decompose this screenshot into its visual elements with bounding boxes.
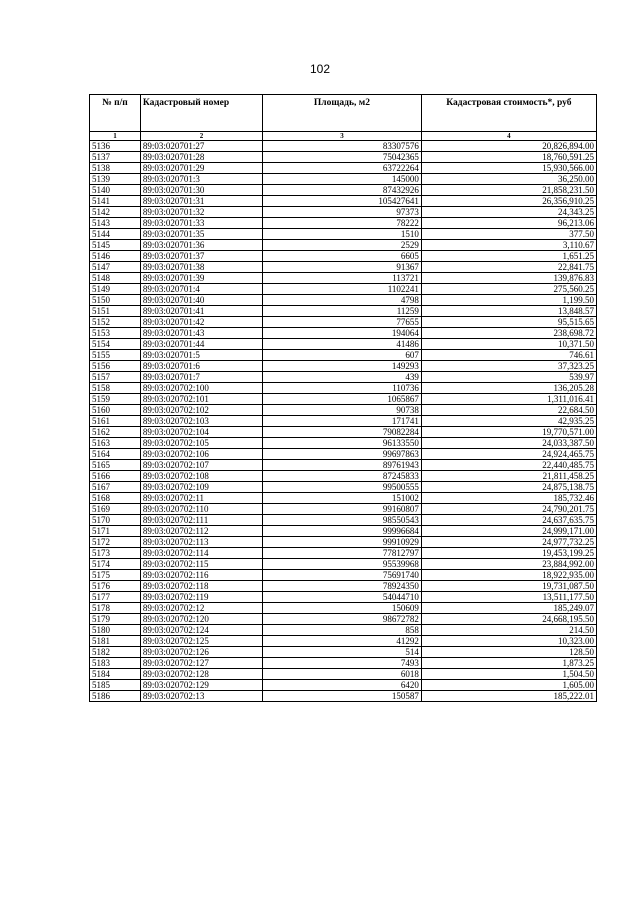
area-value: 439: [263, 372, 422, 383]
cadastral-value: 13,511,177.50: [421, 592, 596, 603]
header-area: Площадь, м2: [263, 95, 422, 132]
table-row: [90, 372, 597, 383]
area-value: 89761943: [263, 460, 422, 471]
column-number: 3: [263, 132, 422, 141]
table-row: [90, 229, 597, 240]
area-value: 4798: [263, 295, 422, 306]
row-number: 5181: [90, 636, 141, 647]
area-value: 1065867: [263, 394, 422, 405]
row-number: 5137: [90, 152, 141, 163]
area-value: 99500555: [263, 482, 422, 493]
cadastral-number: 89:03:020701:27: [140, 141, 262, 152]
table-header-row: [90, 95, 597, 132]
row-number: 5155: [90, 350, 141, 361]
cadastral-number: 89:03:020702:108: [140, 471, 262, 482]
cadastral-number: 89:03:020701:35: [140, 229, 262, 240]
cadastral-value: 24,668,195.50: [421, 614, 596, 625]
table-row: [90, 262, 597, 273]
cadastral-number: 89:03:020702:110: [140, 504, 262, 515]
area-value: 96133550: [263, 438, 422, 449]
column-number: 4: [421, 132, 596, 141]
table-row: [90, 328, 597, 339]
row-number: 5158: [90, 383, 141, 394]
cadastral-value: 23,884,992.00: [421, 559, 596, 570]
cadastral-number: 89:03:020702:129: [140, 680, 262, 691]
row-number: 5180: [90, 625, 141, 636]
row-number: 5167: [90, 482, 141, 493]
cadastral-value: 1,605.00: [421, 680, 596, 691]
table-row: [90, 317, 597, 328]
cadastral-value: 1,504.50: [421, 669, 596, 680]
cadastral-number: 89:03:020701:33: [140, 218, 262, 229]
row-number: 5138: [90, 163, 141, 174]
column-number: 1: [90, 132, 141, 141]
cadastral-number: 89:03:020702:104: [140, 427, 262, 438]
cadastral-number: 89:03:020701:7: [140, 372, 262, 383]
cadastral-value: 22,841.75: [421, 262, 596, 273]
table-row: [90, 438, 597, 449]
table-row: [90, 482, 597, 493]
row-number: 5157: [90, 372, 141, 383]
cadastral-number: 89:03:020701:6: [140, 361, 262, 372]
cadastral-value: 24,343.25: [421, 207, 596, 218]
area-value: 78924350: [263, 581, 422, 592]
area-value: 6605: [263, 251, 422, 262]
row-number: 5143: [90, 218, 141, 229]
cadastral-value: 21,858,231.50: [421, 185, 596, 196]
table-row: [90, 449, 597, 460]
row-number: 5144: [90, 229, 141, 240]
cadastral-number: 89:03:020702:119: [140, 592, 262, 603]
cadastral-number: 89:03:020701:30: [140, 185, 262, 196]
row-number: 5142: [90, 207, 141, 218]
row-number: 5166: [90, 471, 141, 482]
row-number: 5141: [90, 196, 141, 207]
cadastral-value: 377.50: [421, 229, 596, 240]
area-value: 858: [263, 625, 422, 636]
cadastral-value: 22,440,485.75: [421, 460, 596, 471]
cadastral-number: 89:03:020701:39: [140, 273, 262, 284]
cadastral-number: 89:03:020702:102: [140, 405, 262, 416]
row-number: 5170: [90, 515, 141, 526]
cadastral-number: 89:03:020701:36: [140, 240, 262, 251]
row-number: 5185: [90, 680, 141, 691]
table-row: [90, 152, 597, 163]
column-number-row: [90, 132, 597, 141]
cadastral-table: [89, 94, 597, 702]
cadastral-number: 89:03:020702:113: [140, 537, 262, 548]
area-value: 77812797: [263, 548, 422, 559]
cadastral-number: 89:03:020702:115: [140, 559, 262, 570]
area-value: 150587: [263, 691, 422, 702]
table-row: [90, 218, 597, 229]
table-row: [90, 339, 597, 350]
table-row: [90, 548, 597, 559]
cadastral-number: 89:03:020702:101: [140, 394, 262, 405]
row-number: 5149: [90, 284, 141, 295]
table-row: [90, 526, 597, 537]
cadastral-number: 89:03:020702:12: [140, 603, 262, 614]
table-row: [90, 691, 597, 702]
cadastral-value: 3,110.67: [421, 240, 596, 251]
area-value: 99996684: [263, 526, 422, 537]
table-row: [90, 196, 597, 207]
cadastral-number: 89:03:020701:28: [140, 152, 262, 163]
row-number: 5150: [90, 295, 141, 306]
table-row: [90, 592, 597, 603]
area-value: 2529: [263, 240, 422, 251]
cadastral-number: 89:03:020702:114: [140, 548, 262, 559]
table-row: [90, 515, 597, 526]
area-value: 75691740: [263, 570, 422, 581]
cadastral-number: 89:03:020702:11: [140, 493, 262, 504]
cadastral-value: 24,924,465.75: [421, 449, 596, 460]
cadastral-number: 89:03:020701:38: [140, 262, 262, 273]
cadastral-number: 89:03:020701:4: [140, 284, 262, 295]
row-number: 5146: [90, 251, 141, 262]
table-row: [90, 383, 597, 394]
table-row: [90, 427, 597, 438]
area-value: 87432926: [263, 185, 422, 196]
cadastral-value: 185,249.07: [421, 603, 596, 614]
cadastral-number: 89:03:020702:125: [140, 636, 262, 647]
header-cadastral-number: Кадастровый номер: [140, 95, 262, 132]
row-number: 5178: [90, 603, 141, 614]
cadastral-value: 539.97: [421, 372, 596, 383]
area-value: 87245833: [263, 471, 422, 482]
column-number: 2: [140, 132, 262, 141]
table-row: [90, 460, 597, 471]
table-row: [90, 559, 597, 570]
table-row: [90, 581, 597, 592]
header-cadastral-value: Кадастровая стоимость*, руб: [421, 95, 596, 132]
cadastral-value: 24,875,138.75: [421, 482, 596, 493]
row-number: 5165: [90, 460, 141, 471]
header-num: № п/п: [90, 95, 141, 132]
cadastral-value: 214.50: [421, 625, 596, 636]
row-number: 5152: [90, 317, 141, 328]
cadastral-number: 89:03:020701:37: [140, 251, 262, 262]
cadastral-number: 89:03:020702:120: [140, 614, 262, 625]
cadastral-number: 89:03:020701:43: [140, 328, 262, 339]
cadastral-value: 20,826,894.00: [421, 141, 596, 152]
page-number: 102: [309, 62, 331, 76]
area-value: 145000: [263, 174, 422, 185]
table-row: [90, 537, 597, 548]
table-row: [90, 240, 597, 251]
cadastral-value: 36,250.00: [421, 174, 596, 185]
area-value: 113721: [263, 273, 422, 284]
table-row: [90, 207, 597, 218]
cadastral-number: 89:03:020701:32: [140, 207, 262, 218]
cadastral-value: 42,935.25: [421, 416, 596, 427]
area-value: 41486: [263, 339, 422, 350]
table-row: [90, 493, 597, 504]
row-number: 5176: [90, 581, 141, 592]
area-value: 83307576: [263, 141, 422, 152]
area-value: 1102241: [263, 284, 422, 295]
row-number: 5171: [90, 526, 141, 537]
cadastral-number: 89:03:020702:103: [140, 416, 262, 427]
table-row: [90, 647, 597, 658]
area-value: 95539968: [263, 559, 422, 570]
area-value: 194064: [263, 328, 422, 339]
cadastral-number: 89:03:020702:107: [140, 460, 262, 471]
area-value: 75042365: [263, 152, 422, 163]
cadastral-number: 89:03:020702:116: [140, 570, 262, 581]
row-number: 5136: [90, 141, 141, 152]
area-value: 151002: [263, 493, 422, 504]
row-number: 5175: [90, 570, 141, 581]
table-row: [90, 185, 597, 196]
cadastral-number: 89:03:020702:105: [140, 438, 262, 449]
row-number: 5161: [90, 416, 141, 427]
cadastral-value: 24,977,732.25: [421, 537, 596, 548]
cadastral-value: 24,637,635.75: [421, 515, 596, 526]
cadastral-value: 13,848.57: [421, 306, 596, 317]
area-value: 149293: [263, 361, 422, 372]
row-number: 5183: [90, 658, 141, 669]
row-number: 5164: [90, 449, 141, 460]
row-number: 5179: [90, 614, 141, 625]
cadastral-value: 1,199.50: [421, 295, 596, 306]
row-number: 5151: [90, 306, 141, 317]
row-number: 5186: [90, 691, 141, 702]
table-row: [90, 350, 597, 361]
cadastral-value: 139,876.83: [421, 273, 596, 284]
cadastral-value: 24,033,387.50: [421, 438, 596, 449]
table-row: [90, 174, 597, 185]
row-number: 5139: [90, 174, 141, 185]
table-row: [90, 163, 597, 174]
cadastral-value: 37,323.25: [421, 361, 596, 372]
cadastral-number: 89:03:020701:44: [140, 339, 262, 350]
row-number: 5168: [90, 493, 141, 504]
cadastral-number: 89:03:020702:100: [140, 383, 262, 394]
table-row: [90, 471, 597, 482]
table-row: [90, 405, 597, 416]
cadastral-value: 18,922,935.00: [421, 570, 596, 581]
area-value: 63722264: [263, 163, 422, 174]
area-value: 171741: [263, 416, 422, 427]
cadastral-value: 26,356,910.25: [421, 196, 596, 207]
cadastral-value: 18,760,591.25: [421, 152, 596, 163]
cadastral-number: 89:03:020702:112: [140, 526, 262, 537]
row-number: 5162: [90, 427, 141, 438]
row-number: 5154: [90, 339, 141, 350]
row-number: 5140: [90, 185, 141, 196]
table-row: [90, 284, 597, 295]
area-value: 99697863: [263, 449, 422, 460]
table-row: [90, 141, 597, 152]
cadastral-value: 21,811,458.25: [421, 471, 596, 482]
cadastral-value: 185,222.01: [421, 691, 596, 702]
cadastral-value: 24,790,201.75: [421, 504, 596, 515]
cadastral-value: 746.61: [421, 350, 596, 361]
area-value: 99910929: [263, 537, 422, 548]
cadastral-number: 89:03:020701:3: [140, 174, 262, 185]
cadastral-value: 1,311,016.41: [421, 394, 596, 405]
cadastral-value: 95,515.65: [421, 317, 596, 328]
cadastral-value: 15,930,566.00: [421, 163, 596, 174]
cadastral-value: 24,999,171.00: [421, 526, 596, 537]
cadastral-number: 89:03:020702:118: [140, 581, 262, 592]
area-value: 514: [263, 647, 422, 658]
table-row: [90, 251, 597, 262]
cadastral-value: 19,453,199.25: [421, 548, 596, 559]
area-value: 99160807: [263, 504, 422, 515]
row-number: 5156: [90, 361, 141, 372]
table-row: [90, 669, 597, 680]
table-row: [90, 273, 597, 284]
area-value: 150609: [263, 603, 422, 614]
row-number: 5163: [90, 438, 141, 449]
row-number: 5169: [90, 504, 141, 515]
row-number: 5174: [90, 559, 141, 570]
table-row: [90, 394, 597, 405]
area-value: 77655: [263, 317, 422, 328]
cadastral-number: 89:03:020702:127: [140, 658, 262, 669]
area-value: 105427641: [263, 196, 422, 207]
row-number: 5147: [90, 262, 141, 273]
table-row: [90, 636, 597, 647]
table-row: [90, 295, 597, 306]
cadastral-value: 10,323.00: [421, 636, 596, 647]
area-value: 7493: [263, 658, 422, 669]
cadastral-value: 128.50: [421, 647, 596, 658]
row-number: 5160: [90, 405, 141, 416]
cadastral-value: 1,873.25: [421, 658, 596, 669]
cadastral-value: 275,560.25: [421, 284, 596, 295]
cadastral-value: 136,205.28: [421, 383, 596, 394]
table-row: [90, 614, 597, 625]
table-row: [90, 306, 597, 317]
cadastral-value: 10,371.50: [421, 339, 596, 350]
area-value: 98672782: [263, 614, 422, 625]
area-value: 79082284: [263, 427, 422, 438]
area-value: 6018: [263, 669, 422, 680]
area-value: 90738: [263, 405, 422, 416]
area-value: 54044710: [263, 592, 422, 603]
cadastral-number: 89:03:020701:29: [140, 163, 262, 174]
row-number: 5145: [90, 240, 141, 251]
cadastral-value: 238,698.72: [421, 328, 596, 339]
row-number: 5153: [90, 328, 141, 339]
table-row: [90, 680, 597, 691]
cadastral-value: 19,770,571.00: [421, 427, 596, 438]
area-value: 78222: [263, 218, 422, 229]
cadastral-number: 89:03:020701:5: [140, 350, 262, 361]
cadastral-value: 185,732.46: [421, 493, 596, 504]
area-value: 91367: [263, 262, 422, 273]
area-value: 41292: [263, 636, 422, 647]
row-number: 5184: [90, 669, 141, 680]
cadastral-number: 89:03:020701:42: [140, 317, 262, 328]
area-value: 97373: [263, 207, 422, 218]
area-value: 1510: [263, 229, 422, 240]
row-number: 5173: [90, 548, 141, 559]
row-number: 5182: [90, 647, 141, 658]
cadastral-number: 89:03:020701:41: [140, 306, 262, 317]
table-row: [90, 361, 597, 372]
row-number: 5159: [90, 394, 141, 405]
cadastral-number: 89:03:020702:13: [140, 691, 262, 702]
table-row: [90, 416, 597, 427]
area-value: 6420: [263, 680, 422, 691]
table-row: [90, 625, 597, 636]
cadastral-number: 89:03:020702:111: [140, 515, 262, 526]
cadastral-value: 22,684.50: [421, 405, 596, 416]
row-number: 5172: [90, 537, 141, 548]
table-row: [90, 603, 597, 614]
table-row: [90, 658, 597, 669]
area-value: 607: [263, 350, 422, 361]
area-value: 110736: [263, 383, 422, 394]
cadastral-number: 89:03:020702:109: [140, 482, 262, 493]
area-value: 11259: [263, 306, 422, 317]
cadastral-number: 89:03:020702:126: [140, 647, 262, 658]
cadastral-number: 89:03:020701:40: [140, 295, 262, 306]
row-number: 5177: [90, 592, 141, 603]
cadastral-value: 96,213.06: [421, 218, 596, 229]
cadastral-value: 19,731,087.50: [421, 581, 596, 592]
cadastral-number: 89:03:020702:106: [140, 449, 262, 460]
cadastral-value: 1,651.25: [421, 251, 596, 262]
cadastral-number: 89:03:020702:128: [140, 669, 262, 680]
table-row: [90, 504, 597, 515]
table-row: [90, 570, 597, 581]
cadastral-number: 89:03:020701:31: [140, 196, 262, 207]
row-number: 5148: [90, 273, 141, 284]
area-value: 98550543: [263, 515, 422, 526]
cadastral-number: 89:03:020702:124: [140, 625, 262, 636]
